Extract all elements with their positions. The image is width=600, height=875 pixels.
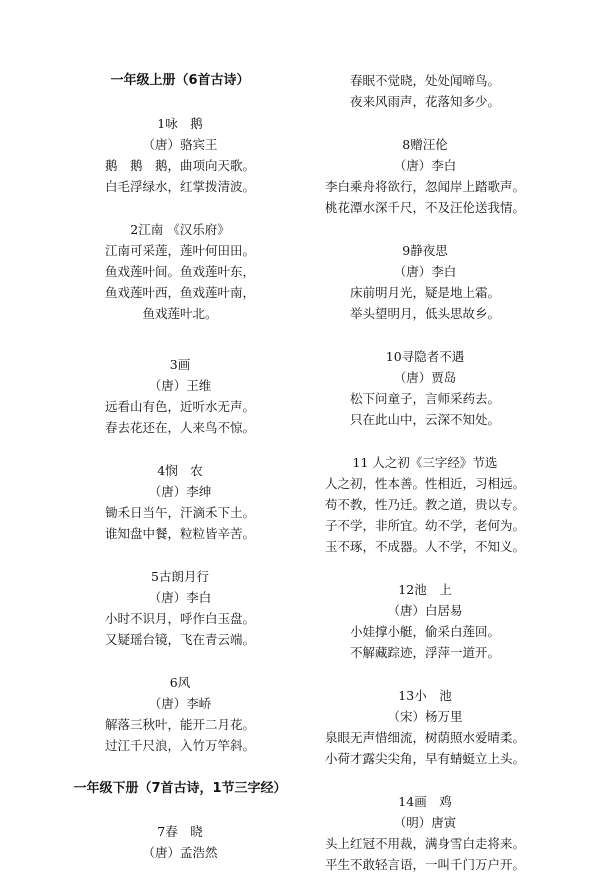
poem-line: 泉眼无声惜细流，树荫照水爱晴柔。 — [324, 730, 525, 745]
poem-4 — [60, 460, 300, 544]
poem-title: 13小 池 — [398, 688, 452, 703]
poem-author: （唐）李白 — [393, 158, 457, 173]
poem-line: 只在此山中，云深不知处。 — [349, 412, 500, 427]
poem-6 — [60, 672, 300, 756]
right-column — [300, 70, 550, 875]
poem-line: 玉不琢，不成器。人不学，不知义。 — [324, 539, 525, 554]
poem-line: 小时不识月，呼作白玉盘。 — [104, 611, 255, 626]
poem-line: 谁知盘中餐，粒粒皆辛苦。 — [104, 526, 255, 541]
poem-line: 床前明月光，疑是地上霜。 — [349, 285, 500, 300]
poem-author: （唐）李白 — [148, 590, 212, 605]
poem-3 — [60, 354, 300, 438]
grade1-vol1-heading: 一年级上册（6首古诗） — [110, 73, 250, 88]
poem-title: 3画 — [169, 357, 191, 372]
poem-line: 夜来风雨声，花落知多少。 — [349, 94, 500, 109]
poem-line: 春眠不觉晓，处处闻啼鸟。 — [349, 73, 500, 88]
poem-title: 11 人之初《三字经》节选 — [352, 455, 498, 470]
poem-title: 1咏 鹅 — [157, 116, 203, 131]
poem-line: 不解藏踪迹，浮萍一道开。 — [349, 645, 500, 660]
poem-line: 鹅 鹅 鹅，曲项向天歌。 — [104, 158, 255, 173]
poem-13 — [300, 685, 550, 769]
poem-title: 7春 晓 — [157, 824, 203, 839]
poem-line: 又疑瑶台镜，飞在青云端。 — [104, 632, 255, 647]
poem-title: 12池 上 — [398, 582, 452, 597]
poem-7-continued — [300, 70, 550, 112]
poem-5 — [60, 566, 300, 650]
poem-line: 白毛浮绿水，红掌拨清波。 — [104, 179, 255, 194]
poem-1 — [60, 113, 300, 197]
poem-author: （唐）孟浩然 — [142, 845, 218, 860]
poem-line: 鱼戏莲叶间。鱼戏莲叶东， — [104, 264, 255, 279]
poem-10 — [300, 346, 550, 430]
poem-title: 5古朗月行 — [151, 569, 209, 584]
poem-line: 平生不敢轻言语，一叫千门万户开。 — [324, 857, 525, 872]
poem-author: （唐）李白 — [393, 264, 457, 279]
poem-author: （宋）杨万里 — [387, 709, 463, 724]
grade1-vol2-heading: 一年级下册（7首古诗，1节三字经） — [73, 781, 287, 796]
poem-author: （唐）李绅 — [148, 484, 212, 499]
poem-title: 4悯 农 — [157, 463, 203, 478]
poem-title: 8赠汪伦 — [402, 137, 448, 152]
poem-title: 9静夜思 — [402, 243, 448, 258]
poem-line: 举头望明月，低头思故乡。 — [349, 306, 500, 321]
poem-author: （唐）王维 — [148, 378, 212, 393]
poem-line: 桃花潭水深千尺，不及汪伦送我情。 — [324, 200, 525, 215]
poem-line: 鱼戏莲叶西，鱼戏莲叶南， — [104, 285, 255, 300]
poem-title: 14画 鸡 — [398, 794, 452, 809]
poem-author: （唐）贾岛 — [393, 370, 457, 385]
poem-line: 锄禾日当午，汗滴禾下土。 — [104, 505, 255, 520]
poem-line: 江南可采莲，莲叶何田田。 — [104, 243, 255, 258]
poem-line: 头上红冠不用裁，满身雪白走将来。 — [324, 836, 525, 851]
poem-line: 小荷才露尖尖角，早有蜻蜓立上头。 — [324, 751, 525, 766]
poem-9 — [300, 240, 550, 324]
poem-7 — [60, 821, 300, 863]
poem-line: 春去花还在，人来鸟不惊。 — [104, 420, 255, 435]
poem-line: 子不学，非所宜。幼不学，老何为。 — [324, 518, 525, 533]
poem-line: 鱼戏莲叶北。 — [142, 306, 218, 321]
poem-12 — [300, 579, 550, 663]
left-column — [60, 70, 300, 863]
poem-line: 过江千尺浪，入竹万竿斜。 — [104, 738, 255, 753]
poem-title: 6风 — [169, 675, 191, 690]
poem-line: 松下问童子，言师采药去。 — [349, 391, 500, 406]
poem-line: 解落三秋叶，能开二月花。 — [104, 717, 255, 732]
poem-author: （唐）李峤 — [148, 696, 212, 711]
poem-author: （明）唐寅 — [393, 815, 457, 830]
poem-title: 10寻隐者不遇 — [385, 349, 465, 364]
poem-line: 小娃撑小艇，偷采白莲回。 — [349, 624, 500, 639]
poem-2 — [60, 219, 300, 324]
poem-8 — [300, 134, 550, 218]
poem-line: 人之初，性本善。性相近，习相远。 — [324, 476, 525, 491]
poem-author: （唐）白居易 — [387, 603, 463, 618]
poem-title: 2江南 《汉乐府》 — [130, 222, 230, 237]
poem-11 — [300, 452, 550, 557]
poem-14 — [300, 791, 550, 875]
poem-line: 李白乘舟将欲行，忽闻岸上踏歌声。 — [324, 179, 525, 194]
poem-line: 远看山有色，近听水无声。 — [104, 399, 255, 414]
poem-author: （唐）骆宾王 — [142, 137, 218, 152]
poem-line: 苟不教，性乃迁。教之道，贵以专。 — [324, 497, 525, 512]
